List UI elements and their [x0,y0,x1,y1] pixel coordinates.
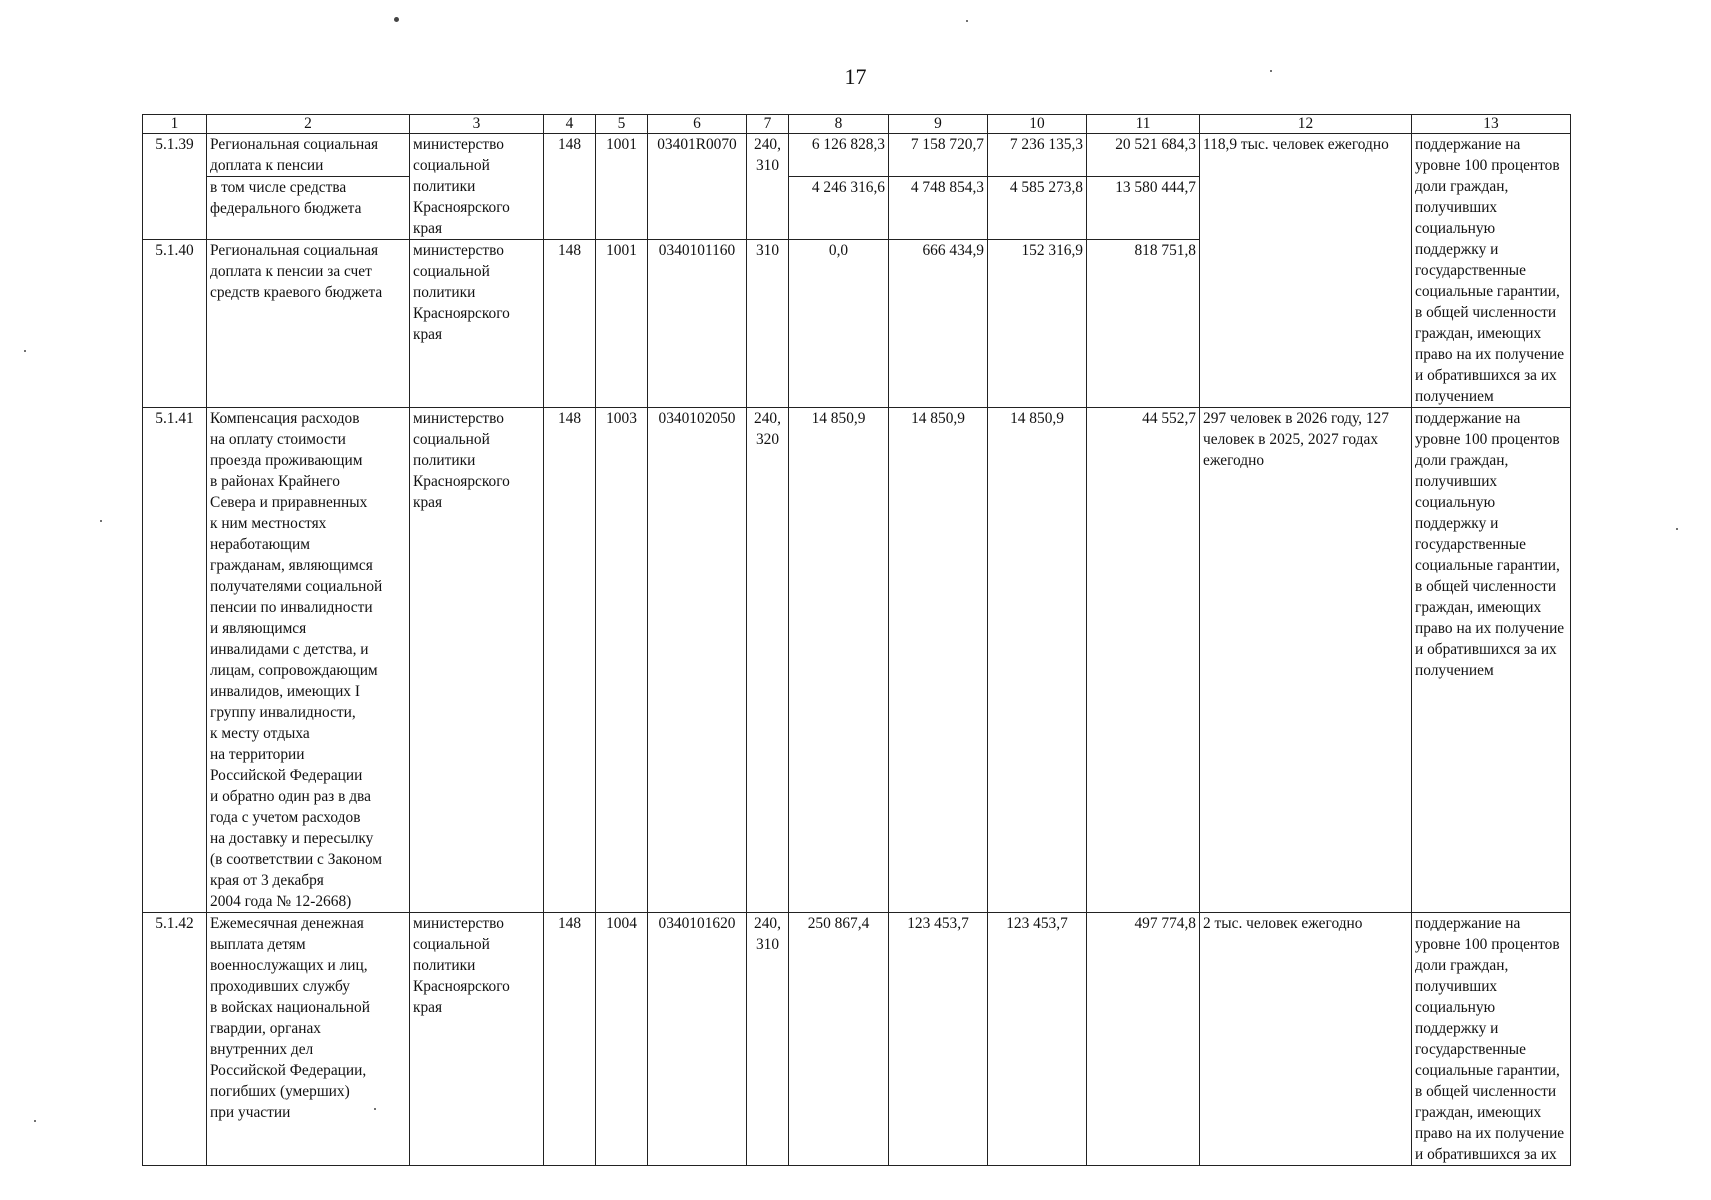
row-2027: 7 236 135,3 [988,134,1087,177]
row-csr: 03401R0070 [648,134,747,240]
row-2026: 666 434,9 [889,240,988,408]
scan-speck [1270,70,1272,72]
row-executor: министерство социальной политики Красноярского края [410,913,544,1166]
row-csr: 0340101160 [648,240,747,408]
header-cell: 12 [1200,115,1412,134]
scan-speck [100,520,102,522]
row-number: 5.1.40 [143,240,207,408]
row-name-sub: в том числе средства федерального бюджета [207,177,410,240]
header-cell: 6 [648,115,747,134]
row-2025: 14 850,9 [789,408,889,913]
row-result: поддержание на уровне 100 процентов доли граждан, получивших социальную поддержку и государственные социальные гарантии, в общей численности граждан, имеющих право на их получение и обратившихся за их получением [1412,134,1571,408]
row-sub-2027: 4 585 273,8 [988,177,1087,240]
header-cell: 10 [988,115,1087,134]
row-2026: 123 453,7 [889,913,988,1166]
row-2026: 7 158 720,7 [889,134,988,177]
header-cell: 9 [889,115,988,134]
row-csr: 0340101620 [648,913,747,1166]
scan-speck [374,1108,376,1110]
table-row [143,913,1571,1166]
header-cell: 1 [143,115,207,134]
scan-speck [24,350,26,352]
row-grbs: 148 [544,913,596,1166]
row-total: 44 552,7 [1087,408,1200,913]
row-executor: министерство социальной политики Красноярского края [410,408,544,913]
header-row [143,115,1571,134]
page-number: 17 [844,64,867,89]
row-2027: 152 316,9 [988,240,1087,408]
row-rzpr: 1004 [596,913,648,1166]
row-sub-2025: 4 246 316,6 [789,177,889,240]
header-cell: 11 [1087,115,1200,134]
header-cell: 13 [1412,115,1571,134]
row-rzpr: 1001 [596,240,648,408]
row-grbs: 148 [544,240,596,408]
row-2025: 6 126 828,3 [789,134,889,177]
header-cell: 7 [747,115,789,134]
table-row [143,134,1571,177]
row-result: поддержание на уровне 100 процентов доли граждан, получивших социальную поддержку и государственные социальные гарантии, в общей численности граждан, имеющих право на их получение и обратившихся за их [1412,913,1571,1166]
scan-speck [34,1120,36,1122]
header-cell: 2 [207,115,410,134]
row-2027: 123 453,7 [988,913,1087,1166]
row-executor: министерство социальной политики Красноярского края [410,240,544,408]
row-vr: 310 [747,240,789,408]
row-vr: 240, 320 [747,408,789,913]
row-indicator: 297 человек в 2026 году, 127 человек в 2025, 2027 годах ежегодно [1200,408,1412,913]
row-number: 5.1.41 [143,408,207,913]
row-number: 5.1.39 [143,134,207,240]
row-2027: 14 850,9 [988,408,1087,913]
row-2026: 14 850,9 [889,408,988,913]
row-rzpr: 1001 [596,134,648,240]
scan-speck [966,20,968,22]
scan-speck [1676,528,1678,530]
row-sub-total: 13 580 444,7 [1087,177,1200,240]
row-vr: 240, 310 [747,134,789,240]
header-cell: 8 [789,115,889,134]
row-total: 818 751,8 [1087,240,1200,408]
row-2025: 0,0 [789,240,889,408]
row-name: Региональная социальная доплата к пенсии за счет средств краевого бюджета [207,240,410,408]
row-executor: министерство социальной политики Красноярского края [410,134,544,240]
row-name: Ежемесячная денежная выплата детям военнослужащих и лиц, проходивших службу в войсках национальной гвардии, органах внутренних дел Российской Федерации, погибших (умерших) при участии [207,913,410,1166]
row-result: поддержание на уровне 100 процентов доли граждан, получивших социальную поддержку и государственные социальные гарантии, в общей численности граждан, имеющих право на их получение и обратившихся за их получением [1412,408,1571,913]
row-2025: 250 867,4 [789,913,889,1166]
row-sub-2026: 4 748 854,3 [889,177,988,240]
row-rzpr: 1003 [596,408,648,913]
row-name: Региональная социальная доплата к пенсии [207,134,410,177]
row-indicator: 2 тыс. человек ежегодно [1200,913,1412,1166]
table-row [143,408,1571,913]
row-grbs: 148 [544,408,596,913]
row-csr: 0340102050 [648,408,747,913]
row-total: 497 774,8 [1087,913,1200,1166]
row-number: 5.1.42 [143,913,207,1166]
budget-table [142,114,1571,1166]
row-vr: 240, 310 [747,913,789,1166]
header-cell: 4 [544,115,596,134]
header-cell: 3 [410,115,544,134]
header-cell: 5 [596,115,648,134]
row-name: Компенсация расходов на оплату стоимости проезда проживающим в районах Крайнего Севера и приравненных к ним местностях неработающим гражданам, являющимся получателями социальной пенсии по инвалидности и являющимся инвалидами с детства, и лицам, сопровождающим инвалидов, имеющих I группу инвалидности, к месту отдыха на территории Российской Федерации и обратно один раз в два года с учетом расходов на доставку и пересылку (в соответствии с Законом края от 3 декабря 2004 года № 12-2668) [207,408,410,913]
row-indicator: 118,9 тыс. человек ежегодно [1200,134,1412,408]
scan-speck [394,17,399,22]
row-grbs: 148 [544,134,596,240]
row-total: 20 521 684,3 [1087,134,1200,177]
